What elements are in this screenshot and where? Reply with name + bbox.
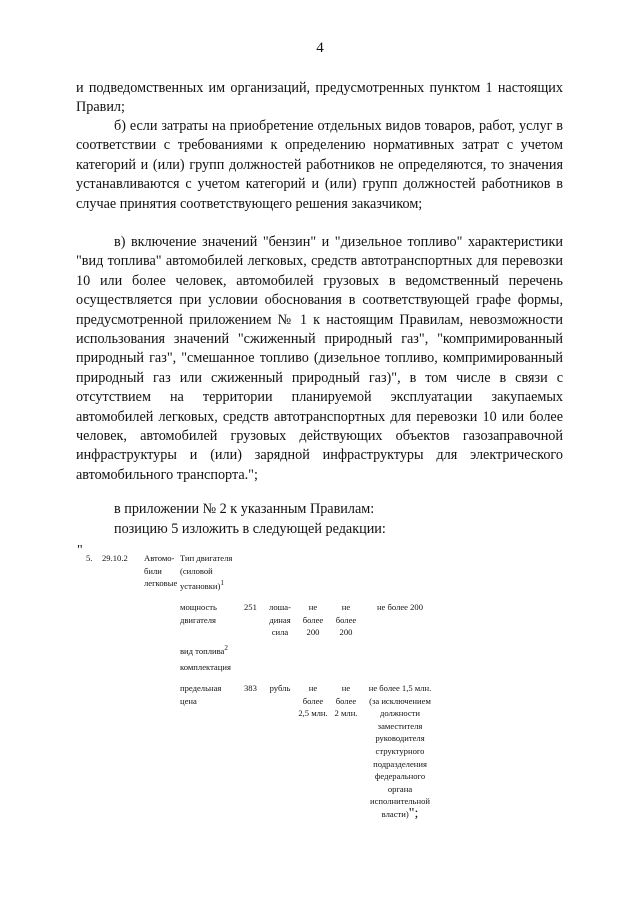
- engine-power-value-1: не более 200: [302, 602, 324, 638]
- closing-quote: ";: [408, 805, 419, 821]
- engine-power-okei: 251: [244, 602, 257, 612]
- page-number: 4: [316, 40, 324, 56]
- max-price-unit: рубль: [269, 683, 291, 693]
- max-price-value-3: не более 1,5 млн. (за исключением должности заместителя руководителя структурного подразделения федерального органа исполнительной власти)";: [368, 683, 432, 821]
- engine-type-label: Тип двигателя (силовой установки)$^1$: [180, 553, 233, 592]
- engine-power-value-2: не более 200: [335, 602, 357, 638]
- position-number: 5.: [86, 553, 93, 563]
- paragraph-continuation: и подведомственных им организаций, предусмотренных пунктом 1 настоящих Правил;: [76, 80, 563, 116]
- product-name: Автомо- били легковые: [144, 553, 178, 589]
- engine-power-unit: лоша- диная сила: [269, 602, 291, 638]
- fuel-type-label: вид топлива$^2$: [180, 644, 228, 656]
- equipment-label: комплектация: [180, 662, 231, 672]
- max-price-okei: 383: [244, 683, 257, 693]
- max-price-label: предельная цена: [180, 683, 222, 706]
- max-price-value-1: не более 2,5 млн.: [298, 683, 328, 719]
- engine-power-value-3: не более 200: [376, 602, 424, 612]
- paragraph-appendix-2: в приложении № 2 к указанным Правилам:: [114, 501, 375, 517]
- engine-power-label: мощность двигателя: [180, 602, 217, 625]
- paragraph-v: в) включение значений "бензин" и "дизельное топливо" характеристики "вид топлива" автомобилей легковых, средств автотранспортных для перевозки 10 или более человек, автомобилей грузовых в ведомственный перечень осуществляется при условии обоснования в соответствующей графе формы, предусмотренной приложением № 1 к настоящим Правилам, невозможности использования значений "сжиженный природный газ", "компримированный природный газ", "смешанное топливо (дизельное топливо, компримированный природный газ или сжиженный природный газ)", в том числе в связи с отсутствием на территории планируемой эксплуатации закупаемых автомобилей легковых, средств автотранспортных для перевозки 10 или более человек, автомобилей грузовых действующих объектов газозаправочной инфраструктуры и (или) зарядной инфраструктуры для электрического автомобильного транспорта.";: [76, 234, 563, 483]
- opening-quote: ": [77, 543, 83, 558]
- okpd-code: 29.10.2: [102, 553, 128, 563]
- max-price-value-2: не более 2 млн.: [334, 683, 358, 719]
- paragraph-b: б) если затраты на приобретение отдельных видов товаров, работ, услуг в соответствии с требованиями к определению нормативных затрат с учетом категорий и (или) групп должностей работников не определяются, то значения устанавливаются с учетом категорий и (или) групп должностей работников в случае принятия соответствующего решения заказчиком;: [76, 118, 563, 212]
- paragraph-position-5: позицию 5 изложить в следующей редакции:: [114, 521, 386, 537]
